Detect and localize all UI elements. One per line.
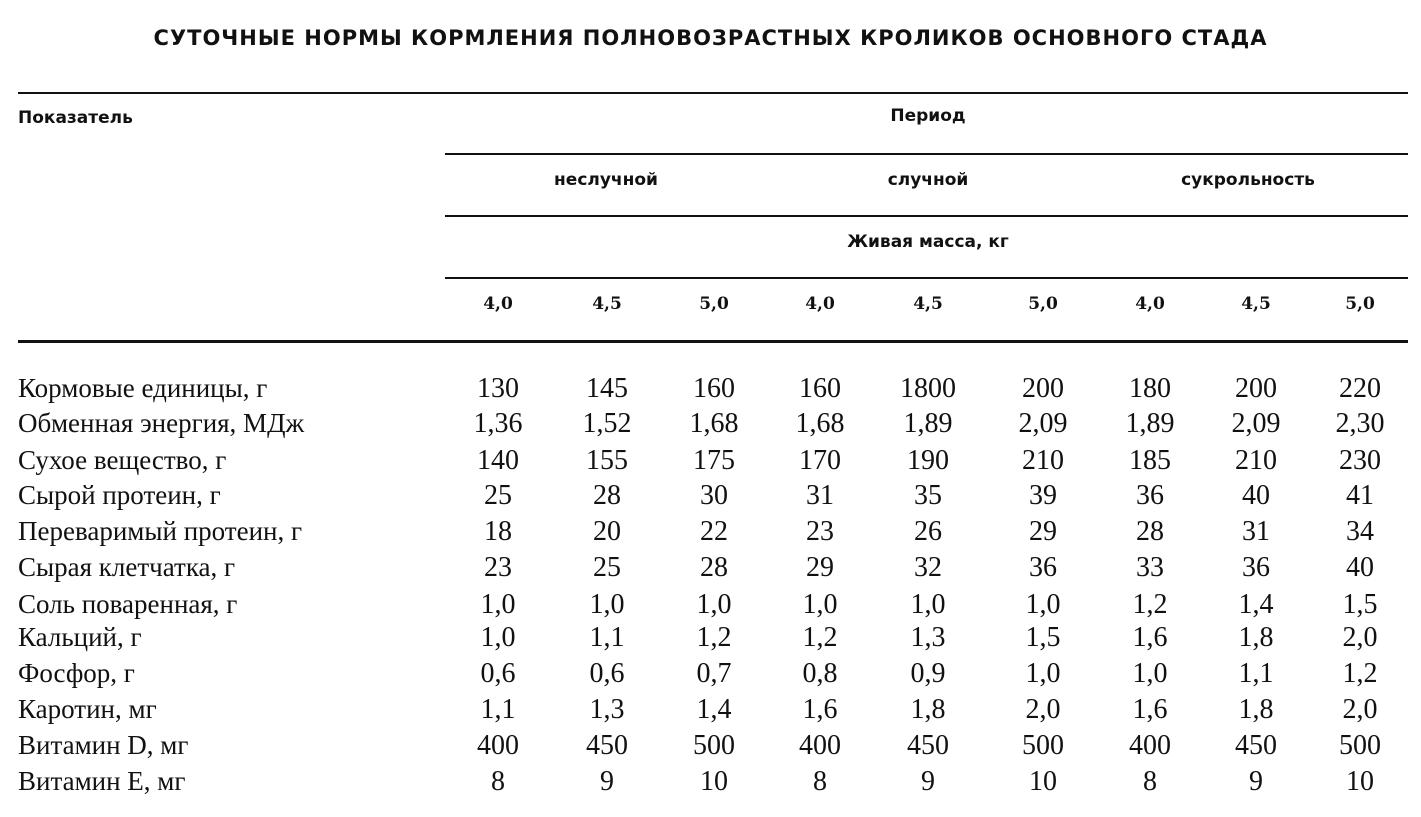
table-title: СУТОЧНЫЕ НОРМЫ КОРМЛЕНИЯ ПОЛНОВОЗРАСТНЫХ КРОЛИКОВ ОСНОВНОГО СТАДА: [153, 26, 1268, 50]
row-label: Соль поваренная, г: [18, 589, 238, 619]
table-cell: 25: [484, 480, 512, 511]
table-cell: 36: [1136, 480, 1164, 511]
table-cell: 0,6: [480, 658, 516, 689]
table-cell: 1,0: [480, 589, 516, 620]
weight-rule: [445, 277, 1408, 279]
table-cell: 31: [806, 480, 834, 511]
table-cell: 130: [477, 373, 519, 404]
row-label: Сухое вещество, г: [18, 445, 227, 475]
table-cell: 22: [700, 516, 728, 547]
table-cell: 28: [700, 552, 728, 583]
table-cell: 36: [1242, 552, 1270, 583]
table-cell: 41: [1346, 480, 1374, 511]
table-cell: 23: [806, 516, 834, 547]
table-cell: 10: [1029, 766, 1057, 797]
table-cell: 145: [586, 373, 628, 404]
table-cell: 36: [1029, 552, 1057, 583]
row-label: Каротин, мг: [18, 694, 157, 724]
table-row: [0, 656, 1421, 691]
table-cell: 1,0: [910, 589, 946, 620]
table-row: [0, 406, 1421, 441]
table-cell: 1,68: [689, 408, 739, 439]
table-cell: 35: [914, 480, 942, 511]
table-cell: 1,0: [696, 589, 732, 620]
table-cell: 1,5: [1342, 589, 1378, 620]
table-cell: 1,0: [1132, 658, 1168, 689]
table-row: [0, 478, 1421, 513]
table-cell: 1800: [900, 373, 956, 404]
table-row: [0, 443, 1421, 478]
table-row: [0, 728, 1421, 763]
weight-cell: 4,0: [1135, 294, 1165, 314]
weight-cell: 4,5: [1241, 294, 1271, 314]
table-cell: 1,0: [1025, 658, 1061, 689]
row-label: Переваримый протеин, г: [18, 516, 303, 546]
table-cell: 185: [1129, 445, 1171, 476]
period-rule: [445, 153, 1408, 155]
table-cell: 29: [806, 552, 834, 583]
table-cell: 1,6: [802, 694, 838, 725]
table-cell: 0,9: [910, 658, 946, 689]
table-cell: 2,09: [1231, 408, 1281, 439]
table-cell: 1,6: [1132, 694, 1168, 725]
row-label: Витамин Е, мг: [18, 766, 186, 796]
row-label: Сырой протеин, г: [18, 480, 221, 510]
table-cell: 140: [477, 445, 519, 476]
table-cell: 2,0: [1342, 694, 1378, 725]
table-cell: 1,0: [802, 589, 838, 620]
table-cell: 2,0: [1342, 622, 1378, 653]
weight-cell: 5,0: [699, 294, 729, 314]
table-cell: 160: [693, 373, 735, 404]
row-label: Кальций, г: [18, 622, 142, 652]
table-cell: 1,2: [696, 622, 732, 653]
table-cell: 230: [1339, 445, 1381, 476]
table-row: [0, 692, 1421, 727]
table-cell: 32: [914, 552, 942, 583]
table-cell: 2,30: [1335, 408, 1385, 439]
header-bottom-rule: [18, 340, 1408, 343]
table-cell: 23: [484, 552, 512, 583]
table-cell: 450: [907, 730, 949, 761]
weight-cell: 4,5: [913, 294, 943, 314]
table-cell: 1,68: [795, 408, 845, 439]
weight-cell: 4,5: [592, 294, 622, 314]
table-cell: 200: [1022, 373, 1064, 404]
table-cell: 1,4: [1238, 589, 1274, 620]
table-cell: 8: [491, 766, 505, 797]
row-label: Обменная энергия, МДж: [18, 408, 305, 438]
table-cell: 9: [921, 766, 935, 797]
table-cell: 28: [593, 480, 621, 511]
table-cell: 170: [799, 445, 841, 476]
table-cell: 1,2: [802, 622, 838, 653]
table-cell: 210: [1022, 445, 1064, 476]
table-cell: 0,7: [696, 658, 732, 689]
table-cell: 1,8: [1238, 622, 1274, 653]
table-cell: 25: [593, 552, 621, 583]
table-cell: 10: [700, 766, 728, 797]
table-cell: 180: [1129, 373, 1171, 404]
table-cell: 220: [1339, 373, 1381, 404]
period-header: Период: [890, 106, 966, 126]
table-cell: 9: [600, 766, 614, 797]
row-label: Сырая клетчатка, г: [18, 552, 236, 582]
table-cell: 1,2: [1132, 589, 1168, 620]
table-cell: 28: [1136, 516, 1164, 547]
table-cell: 29: [1029, 516, 1057, 547]
table-cell: 500: [1022, 730, 1064, 761]
table-cell: 1,1: [589, 622, 625, 653]
table-cell: 400: [477, 730, 519, 761]
table-cell: 20: [593, 516, 621, 547]
table-cell: 26: [914, 516, 942, 547]
table-cell: 155: [586, 445, 628, 476]
table-cell: 1,52: [582, 408, 632, 439]
row-label: Витамин D, мг: [18, 730, 189, 760]
table-cell: 31: [1242, 516, 1270, 547]
table-cell: 1,89: [903, 408, 953, 439]
table-cell: 1,5: [1025, 622, 1061, 653]
table-cell: 160: [799, 373, 841, 404]
table-cell: 33: [1136, 552, 1164, 583]
table-cell: 1,4: [696, 694, 732, 725]
table-cell: 1,2: [1342, 658, 1378, 689]
row-label: Фосфор, г: [18, 658, 135, 688]
table-cell: 8: [1143, 766, 1157, 797]
table-cell: 400: [1129, 730, 1171, 761]
table-cell: 175: [693, 445, 735, 476]
row-label: Кормовые единицы, г: [18, 373, 268, 403]
table-cell: 1,8: [910, 694, 946, 725]
table-cell: 1,0: [480, 622, 516, 653]
table-cell: 450: [1235, 730, 1277, 761]
weight-cell: 5,0: [1028, 294, 1058, 314]
table-row: [0, 550, 1421, 585]
table-cell: 200: [1235, 373, 1277, 404]
indicator-header: Показатель: [18, 108, 133, 128]
table-cell: 34: [1346, 516, 1374, 547]
table-row: [0, 764, 1421, 799]
weight-cell: 4,0: [805, 294, 835, 314]
table-cell: 500: [693, 730, 735, 761]
table-cell: 39: [1029, 480, 1057, 511]
table-cell: 40: [1242, 480, 1270, 511]
table-cell: 30: [700, 480, 728, 511]
table-cell: 1,0: [589, 589, 625, 620]
subperiod-rule: [445, 215, 1408, 217]
period-name-0: неслучной: [554, 170, 658, 190]
weight-cell: 5,0: [1345, 294, 1375, 314]
table-cell: 1,89: [1125, 408, 1175, 439]
table-cell: 1,0: [1025, 589, 1061, 620]
table-cell: 0,8: [802, 658, 838, 689]
table-cell: 1,3: [910, 622, 946, 653]
table-cell: 40: [1346, 552, 1374, 583]
table-cell: 400: [799, 730, 841, 761]
table-cell: 1,3: [589, 694, 625, 725]
table-cell: 500: [1339, 730, 1381, 761]
table-cell: 2,09: [1018, 408, 1068, 439]
table-cell: 9: [1249, 766, 1263, 797]
top-rule: [18, 92, 1408, 94]
table-cell: 8: [813, 766, 827, 797]
table-cell: 2,0: [1025, 694, 1061, 725]
table-row: [0, 514, 1421, 549]
table-cell: 1,8: [1238, 694, 1274, 725]
table-row: [0, 371, 1421, 406]
table-cell: 210: [1235, 445, 1277, 476]
table-row: [0, 587, 1421, 622]
table-cell: 1,36: [473, 408, 523, 439]
period-name-2: сукрольность: [1181, 170, 1315, 190]
weight-cell: 4,0: [483, 294, 513, 314]
table-cell: 450: [586, 730, 628, 761]
table-cell: 190: [907, 445, 949, 476]
table-cell: 1,1: [1238, 658, 1274, 689]
table-cell: 0,6: [589, 658, 625, 689]
table-cell: 18: [484, 516, 512, 547]
table-row: [0, 620, 1421, 655]
table-cell: 1,6: [1132, 622, 1168, 653]
live-weight-header: Живая масса, кг: [847, 232, 1009, 252]
table-cell: 10: [1346, 766, 1374, 797]
table-cell: 1,1: [480, 694, 516, 725]
period-name-1: случной: [887, 170, 969, 190]
